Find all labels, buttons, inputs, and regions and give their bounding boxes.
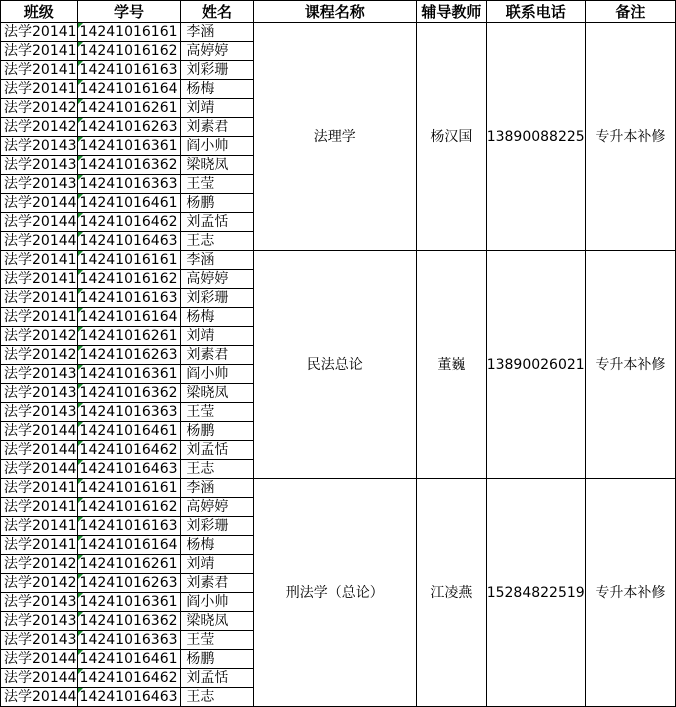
student-id-cell: 14241016462 — [77, 441, 181, 460]
note-cell: 专升本补修 — [585, 251, 675, 479]
class-cell: 法学20141 — [1, 308, 78, 327]
class-cell: 法学20142 — [1, 327, 78, 346]
student-name-cell: 刘素君 — [181, 118, 253, 137]
class-cell: 法学20144 — [1, 441, 78, 460]
student-id-cell: 14241016462 — [77, 669, 181, 688]
student-id-cell: 14241016163 — [77, 61, 181, 80]
class-cell: 法学20144 — [1, 688, 78, 707]
class-cell: 法学20143 — [1, 631, 78, 650]
student-id-cell: 14241016263 — [77, 346, 181, 365]
student-id-cell: 14241016362 — [77, 156, 181, 175]
student-id-cell: 14241016263 — [77, 118, 181, 137]
class-cell: 法学20141 — [1, 251, 78, 270]
student-name-cell: 王志 — [181, 688, 253, 707]
student-id-cell: 14241016361 — [77, 593, 181, 612]
student-name-cell: 刘彩珊 — [181, 517, 253, 536]
class-cell: 法学20141 — [1, 536, 78, 555]
student-name-cell: 梁晓凤 — [181, 384, 253, 403]
phone-cell: 15284822519 — [486, 479, 585, 707]
header-row — [1, 1, 676, 23]
student-id-cell: 14241016461 — [77, 194, 181, 213]
student-id-cell: 14241016362 — [77, 612, 181, 631]
class-cell: 法学20141 — [1, 270, 78, 289]
table-row — [1, 23, 676, 42]
student-id-cell: 14241016363 — [77, 403, 181, 422]
student-id-cell: 14241016463 — [77, 232, 181, 251]
student-name-cell: 李涵 — [181, 23, 253, 42]
class-cell: 法学20141 — [1, 61, 78, 80]
student-id-cell: 14241016361 — [77, 137, 181, 156]
student-name-cell: 刘素君 — [181, 346, 253, 365]
student-name-cell: 刘孟恬 — [181, 441, 253, 460]
student-name-cell: 刘孟恬 — [181, 669, 253, 688]
student-id-cell: 14241016261 — [77, 99, 181, 118]
student-id-cell: 14241016261 — [77, 327, 181, 346]
student-name-cell: 刘靖 — [181, 327, 253, 346]
phone-cell: 13890026021 — [486, 251, 585, 479]
student-id-cell: 14241016163 — [77, 517, 181, 536]
student-name-cell: 刘素君 — [181, 574, 253, 593]
table-row — [1, 479, 676, 498]
class-cell: 法学20142 — [1, 555, 78, 574]
header-note: 备注 — [585, 1, 675, 23]
student-name-cell: 高婷婷 — [181, 270, 253, 289]
student-name-cell: 高婷婷 — [181, 42, 253, 61]
student-name-cell: 王莹 — [181, 631, 253, 650]
student-name-cell: 杨梅 — [181, 308, 253, 327]
class-cell: 法学20143 — [1, 612, 78, 631]
note-cell: 专升本补修 — [585, 479, 675, 707]
class-cell: 法学20142 — [1, 574, 78, 593]
class-cell: 法学20141 — [1, 479, 78, 498]
header-phone: 联系电话 — [486, 1, 585, 23]
student-name-cell: 阎小帅 — [181, 137, 253, 156]
student-name-cell: 王莹 — [181, 403, 253, 422]
student-id-cell: 14241016162 — [77, 270, 181, 289]
student-name-cell: 阎小帅 — [181, 365, 253, 384]
class-cell: 法学20143 — [1, 365, 78, 384]
class-cell: 法学20144 — [1, 213, 78, 232]
student-id-cell: 14241016261 — [77, 555, 181, 574]
student-id-cell: 14241016161 — [77, 251, 181, 270]
student-id-cell: 14241016263 — [77, 574, 181, 593]
student-name-cell: 高婷婷 — [181, 498, 253, 517]
table-row — [1, 251, 676, 270]
phone-cell: 13890088225 — [486, 23, 585, 251]
student-id-cell: 14241016163 — [77, 289, 181, 308]
class-cell: 法学20141 — [1, 80, 78, 99]
class-cell: 法学20143 — [1, 175, 78, 194]
student-name-cell: 李涵 — [181, 251, 253, 270]
student-name-cell: 刘彩珊 — [181, 289, 253, 308]
student-id-cell: 14241016363 — [77, 175, 181, 194]
teacher-cell: 董巍 — [417, 251, 487, 479]
class-cell: 法学20144 — [1, 669, 78, 688]
course-cell: 民法总论 — [253, 251, 417, 479]
student-name-cell: 杨鹏 — [181, 194, 253, 213]
class-cell: 法学20144 — [1, 422, 78, 441]
student-id-cell: 14241016162 — [77, 42, 181, 61]
student-id-cell: 14241016461 — [77, 422, 181, 441]
student-id-cell: 14241016162 — [77, 498, 181, 517]
student-name-cell: 王志 — [181, 232, 253, 251]
course-cell: 法理学 — [253, 23, 417, 251]
class-cell: 法学20144 — [1, 460, 78, 479]
student-id-cell: 14241016463 — [77, 460, 181, 479]
class-cell: 法学20144 — [1, 650, 78, 669]
student-name-cell: 刘孟恬 — [181, 213, 253, 232]
header-name: 姓名 — [181, 1, 253, 23]
class-cell: 法学20144 — [1, 232, 78, 251]
student-name-cell: 王志 — [181, 460, 253, 479]
header-student-id: 学号 — [77, 1, 181, 23]
student-id-cell: 14241016363 — [77, 631, 181, 650]
teacher-cell: 杨汉国 — [417, 23, 487, 251]
note-cell: 专升本补修 — [585, 23, 675, 251]
class-cell: 法学20143 — [1, 137, 78, 156]
class-cell: 法学20143 — [1, 156, 78, 175]
class-cell: 法学20141 — [1, 517, 78, 536]
class-cell: 法学20142 — [1, 346, 78, 365]
class-cell: 法学20142 — [1, 99, 78, 118]
student-name-cell: 梁晓凤 — [181, 156, 253, 175]
student-id-cell: 14241016161 — [77, 479, 181, 498]
class-cell: 法学20143 — [1, 384, 78, 403]
header-class: 班级 — [1, 1, 78, 23]
class-cell: 法学20141 — [1, 498, 78, 517]
student-name-cell: 刘靖 — [181, 99, 253, 118]
student-id-cell: 14241016161 — [77, 23, 181, 42]
header-teacher: 辅导教师 — [417, 1, 487, 23]
student-id-cell: 14241016164 — [77, 536, 181, 555]
student-id-cell: 14241016462 — [77, 213, 181, 232]
student-name-cell: 杨鹏 — [181, 650, 253, 669]
student-name-cell: 梁晓凤 — [181, 612, 253, 631]
student-id-cell: 14241016463 — [77, 688, 181, 707]
student-name-cell: 杨鹏 — [181, 422, 253, 441]
student-name-cell: 王莹 — [181, 175, 253, 194]
student-id-cell: 14241016361 — [77, 365, 181, 384]
header-course: 课程名称 — [253, 1, 417, 23]
class-cell: 法学20144 — [1, 194, 78, 213]
class-cell: 法学20143 — [1, 593, 78, 612]
student-name-cell: 李涵 — [181, 479, 253, 498]
student-name-cell: 阎小帅 — [181, 593, 253, 612]
student-name-cell: 杨梅 — [181, 80, 253, 99]
class-cell: 法学20141 — [1, 23, 78, 42]
student-name-cell: 刘靖 — [181, 555, 253, 574]
student-id-cell: 14241016362 — [77, 384, 181, 403]
course-cell: 刑法学（总论） — [253, 479, 417, 707]
class-cell: 法学20141 — [1, 289, 78, 308]
student-id-cell: 14241016164 — [77, 80, 181, 99]
teacher-cell: 江凌燕 — [417, 479, 487, 707]
student-id-cell: 14241016461 — [77, 650, 181, 669]
class-cell: 法学20141 — [1, 42, 78, 61]
class-cell: 法学20143 — [1, 403, 78, 422]
student-id-cell: 14241016164 — [77, 308, 181, 327]
student-name-cell: 杨梅 — [181, 536, 253, 555]
student-name-cell: 刘彩珊 — [181, 61, 253, 80]
class-cell: 法学20142 — [1, 118, 78, 137]
